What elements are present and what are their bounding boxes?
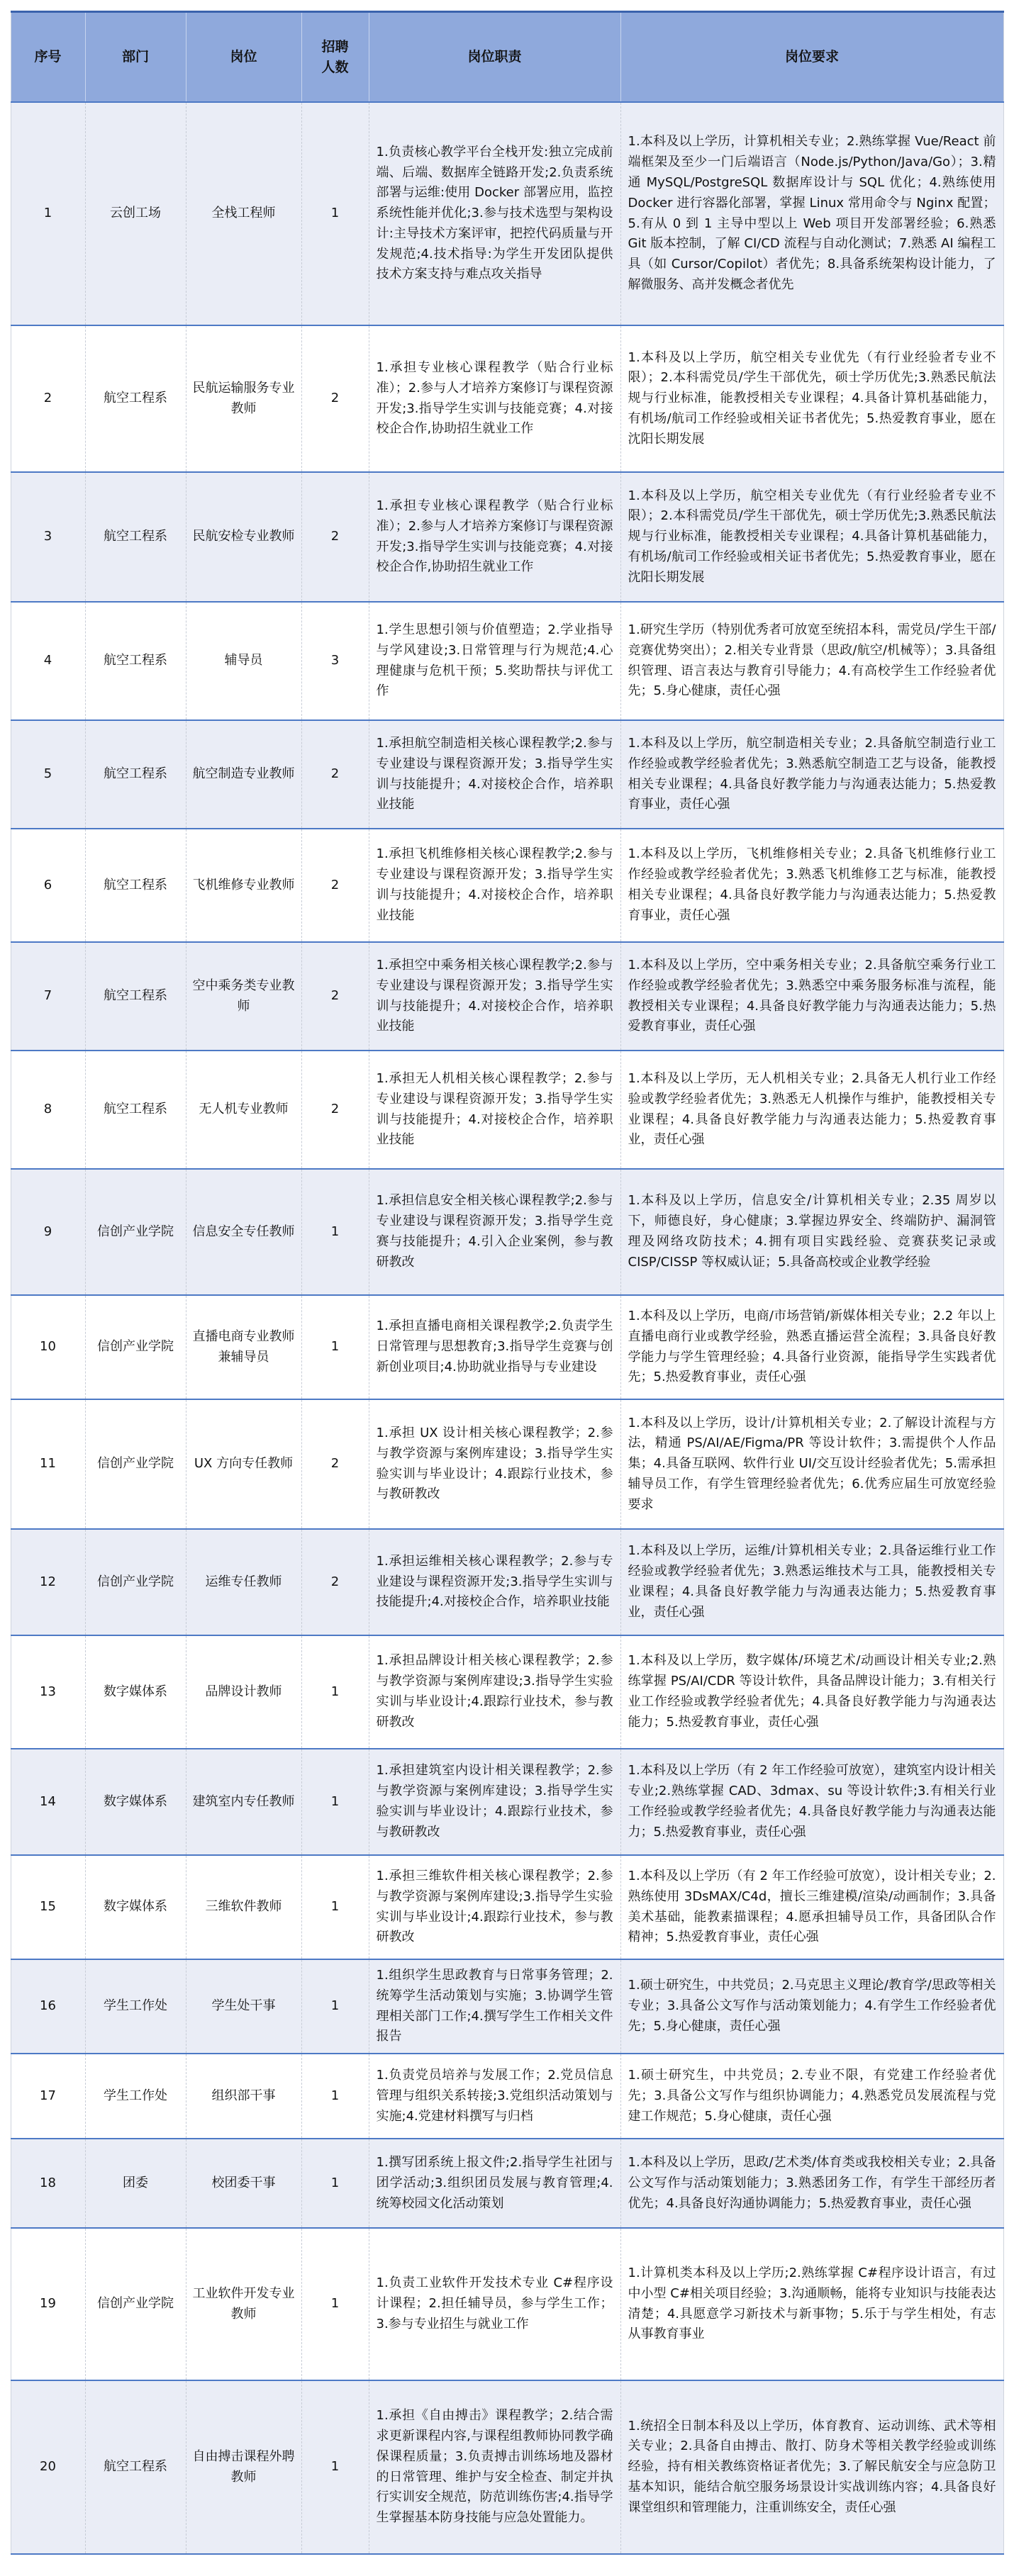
cell-department: 学生工作处 [85,1959,186,2054]
cell-position: 全栈工程师 [186,102,301,325]
cell-requirements: 1.本科及以上学历，航空相关专业优先（有行业经验者专业不限）；2.本科需党员/学生干部优先，硕士学历优先;3.熟悉民航法规与行业标准，能教授相关专业课程；4.具备计算机基础能力，有机场/航司工作经验或相关证书者优先；5.热爱教育事业，愿在沈阳长期发展 [620,472,1003,602]
cell-department: 航空工程系 [85,1051,186,1169]
cell-requirements: 1.本科及以上学历，设计/计算机相关专业；2.了解设计流程与方法，精通 PS/AI/AE/Figma/PR 等设计软件；3.需提供个人作品集；4.具备互联网、软件行业 UI/交互设计经验者优先；5.需承担辅导员工作，有学生管理经验者优先；6.优秀应届生可放宽经验要求 [620,1399,1003,1529]
cell-department: 航空工程系 [85,602,186,720]
table-row [11,1295,1003,1399]
cell-no: 10 [11,1295,85,1399]
table-row [11,1635,1003,1749]
cell-department: 航空工程系 [85,942,186,1051]
cell-no: 20 [11,2380,85,2554]
cell-headcount: 1 [301,1169,369,1295]
cell-requirements: 1.本科及以上学历，空中乘务相关专业；2.具备航空乘务行业工作经验或教学经验者优先；3.熟悉空中乘务服务标准与流程，能教授相关专业课程；4.具备良好教学能力与沟通表达能力；5.热爱教育事业，责任心强 [620,942,1003,1051]
col-header-headcount: 招聘人数 [301,12,369,103]
cell-duties: 1.负责工业软件开发技术专业 C#程序设计课程；2.担任辅导员，参与学生工作；3.参与专业招生与就业工作 [369,2228,620,2380]
table-row [11,942,1003,1051]
cell-duties: 1.承担空中乘务相关核心课程教学;2.参与专业建设与课程资源开发；3.指导学生实训与技能提升；4.对接校企合作，培养职业技能 [369,942,620,1051]
cell-requirements: 1.本科及以上学历，航空相关专业优先（有行业经验者专业不限）；2.本科需党员/学生干部优先，硕士学历优先;3.熟悉民航法规与行业标准，能教授相关专业课程；4.具备计算机基础能力，有机场/航司工作经验或相关证书者优先；5.热爱教育事业，愿在沈阳长期发展 [620,325,1003,472]
table-row [11,2054,1003,2139]
cell-department: 航空工程系 [85,325,186,472]
cell-headcount: 1 [301,1959,369,2054]
cell-headcount: 1 [301,102,369,325]
cell-department: 航空工程系 [85,2380,186,2554]
cell-department: 信创产业学院 [85,1399,186,1529]
cell-duties: 1.承担信息安全相关核心课程教学;2.参与专业建设与课程资源开发；3.指导学生竞赛与技能提升；4.引入企业案例，参与教研教改 [369,1169,620,1295]
cell-duties: 1.承担无人机相关核心课程教学；2.参与专业建设与课程资源开发；3.指导学生实训与技能提升；4.对接校企合作，培养职业技能 [369,1051,620,1169]
cell-department: 数字媒体系 [85,1749,186,1855]
cell-headcount: 2 [301,472,369,602]
cell-duties: 1.学生思想引领与价值塑造；2.学业指导与学风建设;3.日常管理与行为规范;4.心理健康与危机干预；5.奖助帮扶与评优工作 [369,602,620,720]
cell-duties: 1.承担《自由搏击》课程教学；2.结合需求更新课程内容,与课程组教师协同教学确保课程质量；3.负责搏击训练场地及器材的日常管理、维护与安全检查、制定并执行实训安全规范，防范训练伤害;4.指导学生掌握基本防身技能与应急处置能力。 [369,2380,620,2554]
cell-position: 建筑室内专任教师 [186,1749,301,1855]
cell-requirements: 1.本科及以上学历，思政/艺术类/体育类或我校相关专业；2.具备公文写作与活动策划能力；3.熟悉团务工作，有学生干部经历者优先；4.具备良好沟通协调能力；5.热爱教育事业，责任心强 [620,2139,1003,2228]
cell-no: 17 [11,2054,85,2139]
cell-no: 12 [11,1529,85,1635]
cell-department: 信创产业学院 [85,2228,186,2380]
table-row [11,1749,1003,1855]
cell-duties: 1.承担建筑室内设计相关课程教学；2.参与教学资源与案例库建设；3.指导学生实验实训与毕业设计；4.跟踪行业技术，参与教研教改 [369,1749,620,1855]
cell-duties: 1.承担运维相关核心课程教学；2.参与专业建设与课程资源开发;3.指导学生实训与技能提升;4.对接校企合作，培养职业技能 [369,1529,620,1635]
table-body [11,102,1003,2554]
cell-department: 团委 [85,2139,186,2228]
cell-department: 航空工程系 [85,472,186,602]
cell-position: 三维软件教师 [186,1855,301,1959]
cell-headcount: 1 [301,1635,369,1749]
cell-duties: 1.承担航空制造相关核心课程教学;2.参与专业建设与课程资源开发；3.指导学生实训与技能提升；4.对接校企合作，培养职业技能 [369,720,620,829]
cell-requirements: 1.本科及以上学历，电商/市场营销/新媒体相关专业；2.2 年以上直播电商行业或教学经验，熟悉直播运营全流程；3.具备良好教学能力与学生管理经验；4.具备行业资源，能指导学生实践者优先；5.热爱教育事业，责任心强 [620,1295,1003,1399]
cell-no: 9 [11,1169,85,1295]
table-row [11,1959,1003,2054]
cell-headcount: 2 [301,829,369,942]
cell-no: 4 [11,602,85,720]
cell-position: 信息安全专任教师 [186,1169,301,1295]
cell-headcount: 2 [301,1051,369,1169]
cell-requirements: 1.本科及以上学历，运维/计算机相关专业；2.具备运维行业工作经验或教学经验者优先；3.熟悉运维技术与工具，能教授相关专业课程；4.具备良好教学能力与沟通表达能力；5.热爱教育事业，责任心强 [620,1529,1003,1635]
cell-requirements: 1.本科及以上学历，数字媒体/环境艺术/动画设计相关专业;2.熟练掌握 PS/AI/CDR 等设计软件，具备品牌设计能力；3.有相关行业工作经验或教学经验者优先；4.具备良好教学能力与沟通表达能力；5.热爱教育事业，责任心强 [620,1635,1003,1749]
col-header-department: 部门 [85,12,186,103]
cell-duties: 1.承担品牌设计相关核心课程教学；2.参与教学资源与案例库建设;3.指导学生实验实训与毕业设计;4.跟踪行业技术，参与教研教改 [369,1635,620,1749]
cell-requirements: 1.研究生学历（特别优秀者可放宽至统招本科，需党员/学生干部/竞赛优势突出）；2.相关专业背景（思政/航空/机械等）；3.具备组织管理、语言表达与教育引导能力；4.有高校学生工作经验者优先；5.身心健康，责任心强 [620,602,1003,720]
cell-no: 13 [11,1635,85,1749]
cell-department: 信创产业学院 [85,1295,186,1399]
cell-requirements: 1.本科及以上学历，信息安全/计算机相关专业；2.35 周岁以下，师德良好，身心健康；3.掌握边界安全、终端防护、漏洞管理及网络攻防技术；4.拥有项目实践经验、竞赛获奖记录或 CISP/CISSP 等权威认证；5.具备高校或企业教学经验 [620,1169,1003,1295]
cell-headcount: 2 [301,942,369,1051]
cell-requirements: 1.统招全日制本科及以上学历，体育教育、运动训练、武术等相关专业；2.具备自由搏击、散打、防身术等相关教学经验或训练经验，持有相关教练资格证者优先；3.了解民航安全与应急防卫基本知识，能结合航空服务场景设计实战训练内容；4.具备良好课堂组织和管理能力，注重训练安全，责任心强 [620,2380,1003,2554]
table-row [11,325,1003,472]
table-row [11,1855,1003,1959]
cell-no: 2 [11,325,85,472]
cell-position: 直播电商专业教师兼辅导员 [186,1295,301,1399]
cell-no: 3 [11,472,85,602]
recruitment-table [11,11,1004,2555]
cell-duties: 1.承担飞机维修相关核心课程教学;2.参与专业建设与课程资源开发；3.指导学生实训与技能提升；4.对接校企合作，培养职业技能 [369,829,620,942]
cell-no: 14 [11,1749,85,1855]
cell-duties: 1.负责党员培养与发展工作；2.党员信息管理与组织关系转接;3.党组织活动策划与实施;4.党建材料撰写与归档 [369,2054,620,2139]
cell-position: UX 方向专任教师 [186,1399,301,1529]
cell-department: 云创工场 [85,102,186,325]
cell-position: 航空制造专业教师 [186,720,301,829]
cell-position: 校团委干事 [186,2139,301,2228]
cell-department: 信创产业学院 [85,1169,186,1295]
cell-position: 民航运输服务专业教师 [186,325,301,472]
cell-requirements: 1.计算机类本科及以上学历;2.熟练掌握 C#程序设计语言，有过中小型 C#相关项目经验；3.沟通顺畅，能将专业知识与技能表达清楚；4.具愿意学习新技术与新事物；5.乐于与学生相处，有志从事教育事业 [620,2228,1003,2380]
cell-duties: 1.负责核心教学平台全栈开发:独立完成前端、后端、数据库全链路开发;2.负责系统部署与运维:使用 Docker 部署应用，监控系统性能并优化;3.参与技术选型与架构设计:主导技术方案评审，把控代码质量与开发规范;4.技术指导:为学生开发团队提供技术方案支持与难点攻关指导 [369,102,620,325]
cell-duties: 1.承担专业核心课程教学（贴合行业标准）；2.参与人才培养方案修订与课程资源开发;3.指导学生实训与技能竞赛；4.对接校企合作,协助招生就业工作 [369,325,620,472]
table-header [11,12,1003,103]
cell-no: 15 [11,1855,85,1959]
table-row [11,2228,1003,2380]
cell-no: 19 [11,2228,85,2380]
cell-headcount: 1 [301,1749,369,1855]
cell-position: 空中乘务类专业教师 [186,942,301,1051]
cell-position: 运维专任教师 [186,1529,301,1635]
col-header-requirements: 岗位要求 [620,12,1003,103]
cell-requirements: 1.硕士研究生，中共党员；2.马克思主义理论/教育学/思政等相关专业；3.具备公文写作与活动策划能力；4.有学生工作经验者优先；5.身心健康，责任心强 [620,1959,1003,2054]
table-row [11,2380,1003,2554]
cell-no: 18 [11,2139,85,2228]
cell-headcount: 1 [301,2380,369,2554]
cell-headcount: 2 [301,325,369,472]
cell-headcount: 1 [301,1295,369,1399]
cell-no: 11 [11,1399,85,1529]
cell-headcount: 2 [301,720,369,829]
cell-duties: 1.承担三维软件相关核心课程教学；2.参与教学资源与案例库建设;3.指导学生实验实训与毕业设计;4.跟踪行业技术，参与教研教改 [369,1855,620,1959]
cell-department: 学生工作处 [85,2054,186,2139]
cell-requirements: 1.本科及以上学历（有 2 年工作经验可放宽），设计相关专业；2.熟练使用 3DsMAX/C4d，擅长三维建模/渲染/动画制作；3.具备美术基础，能教素描课程；4.愿承担辅导员工作，具备团队合作精神；5.热爱教育事业，责任心强 [620,1855,1003,1959]
cell-headcount: 1 [301,2228,369,2380]
cell-department: 航空工程系 [85,720,186,829]
cell-headcount: 2 [301,1399,369,1529]
cell-position: 学生处干事 [186,1959,301,2054]
cell-no: 8 [11,1051,85,1169]
cell-no: 6 [11,829,85,942]
cell-no: 1 [11,102,85,325]
cell-position: 品牌设计教师 [186,1635,301,1749]
cell-position: 辅导员 [186,602,301,720]
cell-requirements: 1.本科及以上学历，无人机相关专业；2.具备无人机行业工作经验或教学经验者优先；3.熟悉无人机操作与维护，能教授相关专业课程；4.具备良好教学能力与沟通表达能力；5.热爱教育事业，责任心强 [620,1051,1003,1169]
table-row [11,1399,1003,1529]
cell-duties: 1.撰写团系统上报文件;2.指导学生社团与团学活动;3.组织团员发展与教育管理;4.统筹校园文化活动策划 [369,2139,620,2228]
cell-position: 民航安检专业教师 [186,472,301,602]
cell-department: 数字媒体系 [85,1635,186,1749]
cell-headcount: 1 [301,1855,369,1959]
header-row [11,12,1003,103]
cell-requirements: 1.本科及以上学历（有 2 年工作经验可放宽），建筑室内设计相关专业;2.熟练掌握 CAD、3dmax、su 等设计软件;3.有相关行业工作经验或教学经验者优先；4.具备良好教学能力与沟通表达能力；5.热爱教育事业，责任心强 [620,1749,1003,1855]
cell-headcount: 2 [301,1529,369,1635]
cell-department: 数字媒体系 [85,1855,186,1959]
table-row [11,1169,1003,1295]
cell-requirements: 1.本科及以上学历，飞机维修相关专业；2.具备飞机维修行业工作经验或教学经验者优先；3.熟悉飞机维修工艺与标准，能教授相关专业课程；4.具备良好教学能力与沟通表达能力；5.热爱教育事业，责任心强 [620,829,1003,942]
cell-position: 飞机维修专业教师 [186,829,301,942]
cell-duties: 1.承担专业核心课程教学（贴合行业标准）；2.参与人才培养方案修订与课程资源开发;3.指导学生实训与技能竞赛；4.对接校企合作,协助招生就业工作 [369,472,620,602]
cell-department: 航空工程系 [85,829,186,942]
cell-duties: 1.承担 UX 设计相关核心课程教学；2.参与教学资源与案例库建设；3.指导学生实验实训与毕业设计；4.跟踪行业技术，参与教研教改 [369,1399,620,1529]
table-row [11,720,1003,829]
cell-position: 组织部干事 [186,2054,301,2139]
cell-headcount: 1 [301,2054,369,2139]
col-header-position: 岗位 [186,12,301,103]
cell-duties: 1.承担直播电商相关课程教学;2.负责学生日常管理与思想教育;3.指导学生竞赛与创新创业项目;4.协助就业指导与专业建设 [369,1295,620,1399]
cell-position: 无人机专业教师 [186,1051,301,1169]
cell-position: 工业软件开发专业教师 [186,2228,301,2380]
cell-position: 自由搏击课程外聘教师 [186,2380,301,2554]
col-header-duties: 岗位职责 [369,12,620,103]
cell-headcount: 1 [301,2139,369,2228]
table-row [11,1529,1003,1635]
cell-requirements: 1.本科及以上学历，航空制造相关专业；2.具备航空制造行业工作经验或教学经验者优先；3.熟悉航空制造工艺与设备，能教授相关专业课程；4.具备良好教学能力与沟通表达能力；5.热爱教育事业，责任心强 [620,720,1003,829]
table-row [11,829,1003,942]
cell-headcount: 3 [301,602,369,720]
table-row [11,102,1003,325]
cell-no: 7 [11,942,85,1051]
table-row [11,602,1003,720]
cell-no: 5 [11,720,85,829]
cell-department: 信创产业学院 [85,1529,186,1635]
cell-no: 16 [11,1959,85,2054]
cell-requirements: 1.本科及以上学历，计算机相关专业；2.熟练掌握 Vue/React 前端框架及至少一门后端语言（Node.js/Python/Java/Go）；3.精通 MySQL/PostgreSQL 数据库设计与 SQL 优化；4.熟练使用 Docker 进行容器化部署，掌握 Linux 常用命令与 Nginx 配置；5.有从 0 到 1 主导中型以上 Web 项目开发部署经验；6.熟悉 Git 版本控制，了解 CI/CD 流程与自动化测试；7.熟悉 AI 编程工具（如 Cursor/Copilot）者优先；8.具备系统架构设计能力，了解微服务、高并发概念者优先 [620,102,1003,325]
table-row [11,1051,1003,1169]
table-row [11,472,1003,602]
table-row [11,2139,1003,2228]
col-header-no: 序号 [11,12,85,103]
cell-duties: 1.组织学生思政教育与日常事务管理；2.统筹学生活动策划与实施；3.协调学生管理相关部门工作;4.撰写学生工作相关文件报告 [369,1959,620,2054]
cell-requirements: 1.硕士研究生，中共党员；2.专业不限，有党建工作经验者优先；3.具备公文写作与组织协调能力；4.熟悉党员发展流程与党建工作规范；5.身心健康，责任心强 [620,2054,1003,2139]
